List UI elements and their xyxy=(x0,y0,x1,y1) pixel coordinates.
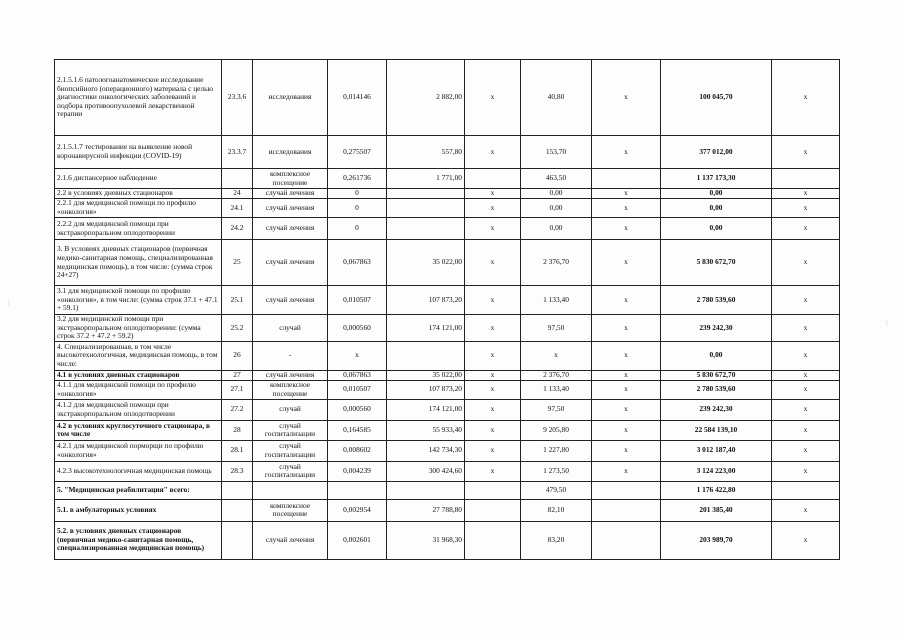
row-total: 0,00 xyxy=(661,341,772,370)
row-unit: случай госпитализации xyxy=(253,420,328,440)
row-name: 4.1 в условиях дневных стационаров xyxy=(55,370,222,380)
norms-table-body xyxy=(55,60,840,560)
row-number: 23.3.7 xyxy=(222,136,253,169)
row-number: 24.1 xyxy=(222,199,253,218)
row-name: 2.2.2 для медицинской помощи при экстракорпоральном оплодотворении xyxy=(55,218,222,240)
row-number: 25 xyxy=(222,240,253,286)
row-unit: случай лечения xyxy=(253,199,328,218)
row-unit: комплексное посещение xyxy=(253,499,328,521)
row-unit: случай xyxy=(253,315,328,342)
row-mark-2: х xyxy=(592,199,661,218)
row-unit: случай лечения xyxy=(253,189,328,199)
row-total: 239 242,30 xyxy=(661,399,772,420)
row-cost: 557,80 xyxy=(387,136,465,169)
row-number: 28 xyxy=(222,420,253,440)
row-mark-1: х xyxy=(465,199,521,218)
table-row xyxy=(55,420,840,440)
row-number: 24 xyxy=(222,189,253,199)
row-unit: случай госпитализации xyxy=(253,461,328,481)
row-mark-2: х xyxy=(592,380,661,399)
row-mark-2: х xyxy=(592,399,661,420)
row-mark-1 xyxy=(465,481,521,499)
row-mark-3: х xyxy=(772,440,840,461)
row-unit: исследования xyxy=(253,136,328,169)
row-per-capita: 40,80 xyxy=(521,60,592,136)
row-per-capita: 83,20 xyxy=(521,521,592,559)
row-name: 4.1.2 для медицинской помощи при экстракорпоральном оплодотворении xyxy=(55,399,222,420)
row-mark-2: х xyxy=(592,461,661,481)
row-name: 2.1.5.1.6 патологоанатомическое исследование биопсийного (операционного) материала с целью диагностики онкологических заболеваний и подбора противоопухолевой лекарственной терапии xyxy=(55,60,222,136)
row-norm xyxy=(328,481,387,499)
row-mark-1: х xyxy=(465,286,521,315)
row-mark-1: х xyxy=(465,136,521,169)
row-name: 4.1.1 для медицинской помощи по профилю «онкология» xyxy=(55,380,222,399)
row-total: 2 780 539,60 xyxy=(661,286,772,315)
row-norm: 0,067863 xyxy=(328,240,387,286)
row-name: 3. В условиях дневных стационаров (первичная медико-санитарная помощь, специализированная медицинская помощь), в том числе: (сумма строк 24+27) xyxy=(55,240,222,286)
row-cost xyxy=(387,199,465,218)
row-mark-3: х xyxy=(772,189,840,199)
row-per-capita: 2 376,70 xyxy=(521,370,592,380)
row-mark-3: х xyxy=(772,218,840,240)
row-mark-1 xyxy=(465,169,521,189)
row-mark-2: х xyxy=(592,341,661,370)
table-row xyxy=(55,481,840,499)
row-name: 4.2.3 высокотехнологичная медицинская помощь xyxy=(55,461,222,481)
row-mark-2: х xyxy=(592,440,661,461)
row-total: 0,00 xyxy=(661,189,772,199)
table-row xyxy=(55,521,840,559)
row-name: 5. "Медицинская реабилитация" всего: xyxy=(55,481,222,499)
row-mark-2: х xyxy=(592,218,661,240)
row-name: 5.2. в условиях дневных стационаров (первичная медико-санитарная помощь, специализированная медицинская помощь) xyxy=(55,521,222,559)
row-per-capita: 1 273,50 xyxy=(521,461,592,481)
row-mark-2: х xyxy=(592,60,661,136)
row-number xyxy=(222,169,253,189)
row-cost: 31 968,30 xyxy=(387,521,465,559)
row-number: 25.1 xyxy=(222,286,253,315)
row-norm: 0 xyxy=(328,189,387,199)
row-number: 28.3 xyxy=(222,461,253,481)
row-mark-2: х xyxy=(592,370,661,380)
row-mark-1 xyxy=(465,499,521,521)
row-norm: х xyxy=(328,341,387,370)
row-total: 1 176 422,80 xyxy=(661,481,772,499)
norms-table xyxy=(54,59,840,560)
scan-artifact: ⋮ xyxy=(6,300,12,307)
row-number: 27.1 xyxy=(222,380,253,399)
row-total: 3 012 187,40 xyxy=(661,440,772,461)
table-row xyxy=(55,199,840,218)
row-total: 2 780 539,60 xyxy=(661,380,772,399)
table-row xyxy=(55,399,840,420)
scan-artifact: ⋮ xyxy=(884,320,890,327)
row-cost: 35 022,00 xyxy=(387,370,465,380)
row-total: 100 045,70 xyxy=(661,60,772,136)
table-row xyxy=(55,370,840,380)
row-mark-3: х xyxy=(772,370,840,380)
row-norm: 0,067863 xyxy=(328,370,387,380)
row-name: 2.1.6 диспансерное наблюдение xyxy=(55,169,222,189)
row-unit: случай лечения xyxy=(253,240,328,286)
row-mark-2 xyxy=(592,521,661,559)
table-row xyxy=(55,461,840,481)
row-cost: 2 882,00 xyxy=(387,60,465,136)
row-unit xyxy=(253,481,328,499)
row-number xyxy=(222,521,253,559)
row-unit: случай госпитализации xyxy=(253,440,328,461)
row-mark-1: х xyxy=(465,189,521,199)
row-total: 239 242,30 xyxy=(661,315,772,342)
row-per-capita: 153,70 xyxy=(521,136,592,169)
row-unit: случай лечения xyxy=(253,521,328,559)
table-row xyxy=(55,169,840,189)
row-norm: 0,000560 xyxy=(328,399,387,420)
row-cost: 142 734,30 xyxy=(387,440,465,461)
row-cost: 55 933,40 xyxy=(387,420,465,440)
row-mark-1: х xyxy=(465,240,521,286)
row-per-capita: 2 376,70 xyxy=(521,240,592,286)
row-cost: 107 873,20 xyxy=(387,286,465,315)
row-mark-2: х xyxy=(592,420,661,440)
row-mark-3: х xyxy=(772,420,840,440)
row-per-capita: 0,00 xyxy=(521,189,592,199)
row-total: 201 385,40 xyxy=(661,499,772,521)
table-row xyxy=(55,286,840,315)
row-cost: 174 121,00 xyxy=(387,315,465,342)
row-cost xyxy=(387,341,465,370)
row-mark-2: х xyxy=(592,189,661,199)
row-unit: комплексное посещение xyxy=(253,169,328,189)
row-name: 5.1. в амбулаторных условиях xyxy=(55,499,222,521)
row-unit: случай xyxy=(253,399,328,420)
row-norm: 0,008602 xyxy=(328,440,387,461)
table-row xyxy=(55,380,840,399)
row-mark-1: х xyxy=(465,341,521,370)
row-cost: 35 022,00 xyxy=(387,240,465,286)
row-norm: 0,004239 xyxy=(328,461,387,481)
row-unit: случай лечения xyxy=(253,286,328,315)
row-name: 4. Специализированная, в том числе высокотехнологичная, медицинская помощь, в том числе: xyxy=(55,341,222,370)
row-per-capita: 1 133,40 xyxy=(521,286,592,315)
row-number: 25.2 xyxy=(222,315,253,342)
row-mark-3: х xyxy=(772,380,840,399)
row-name: 2.2 в условиях дневных стационаров xyxy=(55,189,222,199)
row-per-capita: 97,50 xyxy=(521,399,592,420)
row-mark-2 xyxy=(592,481,661,499)
row-mark-1: х xyxy=(465,420,521,440)
row-number: 27 xyxy=(222,370,253,380)
row-name: 4.2.1 для медицинской порморщи по профилю «онкология» xyxy=(55,440,222,461)
row-mark-2 xyxy=(592,499,661,521)
row-total: 5 830 672,70 xyxy=(661,240,772,286)
row-total: 5 830 672,70 xyxy=(661,370,772,380)
row-mark-2 xyxy=(592,169,661,189)
row-per-capita: 1 227,80 xyxy=(521,440,592,461)
row-mark-3: х xyxy=(772,60,840,136)
table-row xyxy=(55,240,840,286)
row-per-capita: 9 205,80 xyxy=(521,420,592,440)
row-number: 26 xyxy=(222,341,253,370)
row-per-capita: 479,50 xyxy=(521,481,592,499)
table-row xyxy=(55,440,840,461)
table-row xyxy=(55,315,840,342)
row-mark-1: х xyxy=(465,461,521,481)
row-number xyxy=(222,499,253,521)
table-row xyxy=(55,136,840,169)
row-per-capita: 1 133,40 xyxy=(521,380,592,399)
row-norm: 0,010507 xyxy=(328,286,387,315)
row-norm: 0,261736 xyxy=(328,169,387,189)
row-per-capita: х xyxy=(521,341,592,370)
row-mark-3: х xyxy=(772,341,840,370)
row-unit: комплексное посещение xyxy=(253,380,328,399)
row-per-capita: 0,00 xyxy=(521,199,592,218)
row-mark-2: х xyxy=(592,136,661,169)
row-mark-3: х xyxy=(772,399,840,420)
row-mark-3: х xyxy=(772,199,840,218)
row-mark-1 xyxy=(465,521,521,559)
row-norm: 0 xyxy=(328,199,387,218)
row-number: 27.2 xyxy=(222,399,253,420)
row-mark-2: х xyxy=(592,286,661,315)
row-mark-1: х xyxy=(465,315,521,342)
table-row xyxy=(55,341,840,370)
row-mark-3: х xyxy=(772,136,840,169)
row-name: 3.1 для медицинской помощи по профилю «онкология», в том числе: (сумма строк 37.1 + 47.1 + 59.1) xyxy=(55,286,222,315)
table-row xyxy=(55,60,840,136)
row-mark-2: х xyxy=(592,315,661,342)
row-total: 1 137 173,30 xyxy=(661,169,772,189)
row-per-capita: 82,10 xyxy=(521,499,592,521)
row-total: 22 584 139,10 xyxy=(661,420,772,440)
row-name: 2.2.1 для медицинской помощи по профилю «онкология» xyxy=(55,199,222,218)
row-mark-1: х xyxy=(465,440,521,461)
row-mark-1: х xyxy=(465,60,521,136)
row-norm: 0,275507 xyxy=(328,136,387,169)
row-norm: 0,000560 xyxy=(328,315,387,342)
row-norm: 0,010507 xyxy=(328,380,387,399)
row-mark-1: х xyxy=(465,399,521,420)
row-mark-3: х xyxy=(772,240,840,286)
row-mark-3 xyxy=(772,169,840,189)
table-row xyxy=(55,499,840,521)
row-cost: 107 873,20 xyxy=(387,380,465,399)
row-number: 28.1 xyxy=(222,440,253,461)
row-mark-3: х xyxy=(772,521,840,559)
row-mark-3: х xyxy=(772,286,840,315)
row-per-capita: 0,00 xyxy=(521,218,592,240)
row-mark-3 xyxy=(772,481,840,499)
row-mark-1: х xyxy=(465,218,521,240)
row-total: 0,00 xyxy=(661,218,772,240)
row-unit: случай лечения xyxy=(253,370,328,380)
row-cost xyxy=(387,189,465,199)
row-cost xyxy=(387,218,465,240)
row-name: 4.2 в условиях круглосуточного стационара, в том числе xyxy=(55,420,222,440)
row-number xyxy=(222,481,253,499)
row-per-capita: 97,50 xyxy=(521,315,592,342)
row-norm: 0,014146 xyxy=(328,60,387,136)
row-mark-1: х xyxy=(465,380,521,399)
row-total: 203 989,70 xyxy=(661,521,772,559)
row-unit: исследования xyxy=(253,60,328,136)
row-cost xyxy=(387,481,465,499)
row-mark-3: х xyxy=(772,499,840,521)
table-row xyxy=(55,189,840,199)
row-norm: 0,164585 xyxy=(328,420,387,440)
row-norm: 0,002601 xyxy=(328,521,387,559)
row-per-capita: 463,50 xyxy=(521,169,592,189)
row-norm: 0 xyxy=(328,218,387,240)
row-unit: - xyxy=(253,341,328,370)
row-mark-1: х xyxy=(465,370,521,380)
row-total: 0,00 xyxy=(661,199,772,218)
row-mark-3: х xyxy=(772,315,840,342)
row-cost: 27 788,80 xyxy=(387,499,465,521)
row-name: 3.2 для медицинской помощи при экстракорпоральном оплодотворении: (сумма строк 37.2 + 47.2 + 59.2) xyxy=(55,315,222,342)
row-unit: случай лечения xyxy=(253,218,328,240)
row-cost: 300 424,60 xyxy=(387,461,465,481)
row-cost: 174 121,00 xyxy=(387,399,465,420)
row-mark-3: х xyxy=(772,461,840,481)
row-number: 23.3.6 xyxy=(222,60,253,136)
row-number: 24.2 xyxy=(222,218,253,240)
row-total: 377 012,00 xyxy=(661,136,772,169)
row-name: 2.1.5.1.7 тестирование на выявление новой коронавирусной инфекции (COVID-19) xyxy=(55,136,222,169)
table-row xyxy=(55,218,840,240)
row-mark-2: х xyxy=(592,240,661,286)
row-total: 3 124 223,00 xyxy=(661,461,772,481)
row-cost: 1 771,00 xyxy=(387,169,465,189)
row-norm: 0,002954 xyxy=(328,499,387,521)
